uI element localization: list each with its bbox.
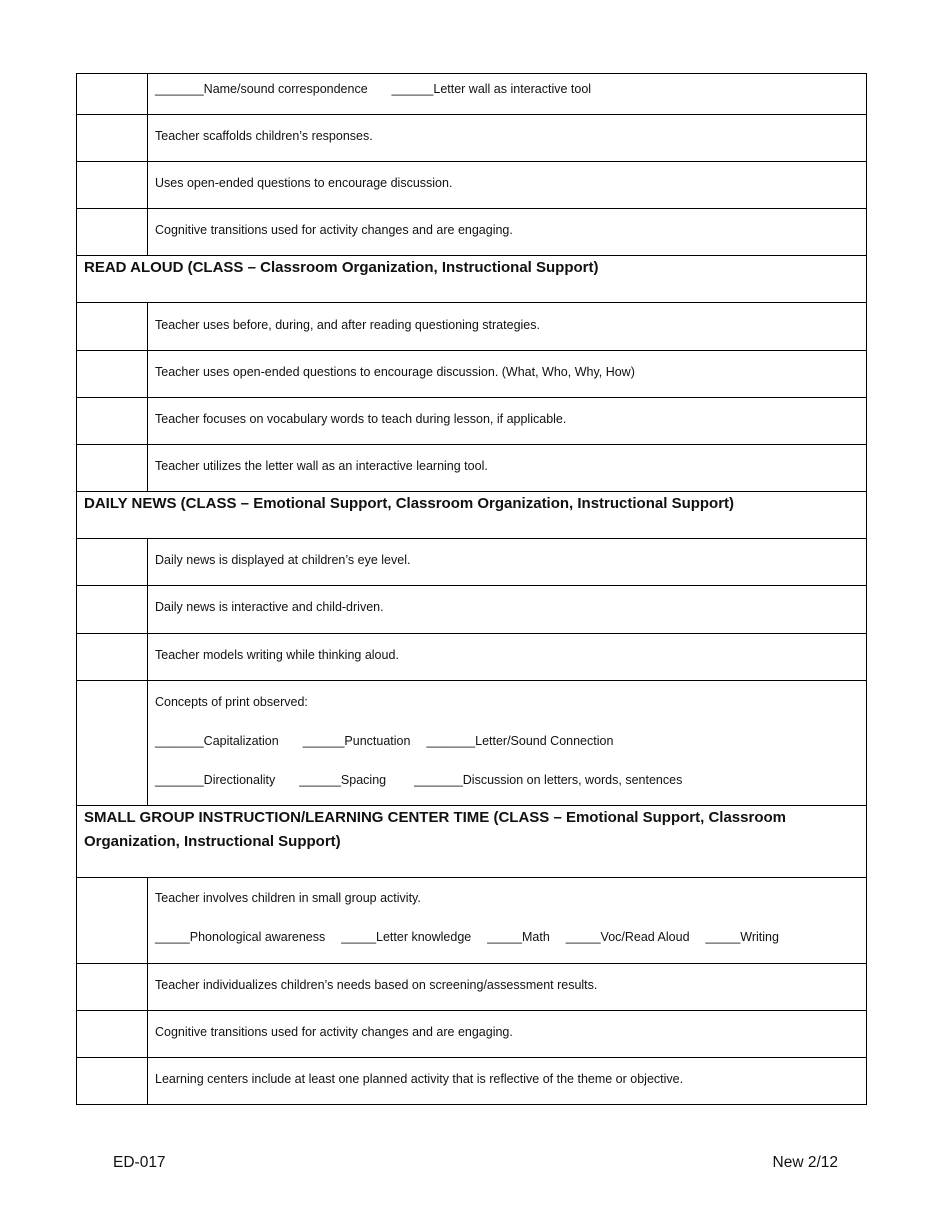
checklist-row xyxy=(77,1058,867,1105)
check-cell[interactable] xyxy=(77,878,148,964)
check-cell[interactable] xyxy=(77,539,148,586)
form-id: ED-017 xyxy=(113,1154,166,1171)
item-text: Teacher models writing while thinking aloud. xyxy=(148,634,867,681)
item-text: Cognitive transitions used for activity changes and are engaging. xyxy=(148,1011,867,1058)
item-text: Daily news is displayed at children’s eye level. xyxy=(148,539,867,586)
checklist-row xyxy=(77,115,867,162)
revision-date: New 2/12 xyxy=(772,1154,838,1171)
option-blank: _____Phonological awareness xyxy=(155,930,326,944)
check-cell[interactable] xyxy=(77,1011,148,1058)
checklist-row xyxy=(77,634,867,681)
check-cell[interactable] xyxy=(77,445,148,492)
item-cell xyxy=(148,681,867,806)
item-text: Teacher focuses on vocabulary words to teach during lesson, if applicable. xyxy=(148,398,867,445)
check-cell[interactable] xyxy=(77,303,148,351)
item-text: Teacher utilizes the letter wall as an interactive learning tool. xyxy=(148,445,867,492)
option-blank: _____Letter knowledge xyxy=(341,930,472,944)
check-cell[interactable] xyxy=(77,634,148,681)
option-blank: ______Letter wall as interactive tool xyxy=(391,82,592,96)
checklist-row xyxy=(77,878,867,964)
section-heading-read-aloud: READ ALOUD (CLASS – Classroom Organization, Instructional Support) xyxy=(77,256,867,303)
item-text: Teacher scaffolds children’s responses. xyxy=(148,115,867,162)
checklist-row xyxy=(77,162,867,209)
checklist-row xyxy=(77,303,867,351)
option-blank: _____Math xyxy=(487,930,550,944)
section-header-row xyxy=(77,806,867,878)
option-blank: ______Spacing xyxy=(299,773,387,787)
check-cell[interactable] xyxy=(77,1058,148,1105)
check-cell[interactable] xyxy=(77,162,148,209)
check-cell[interactable] xyxy=(77,681,148,806)
check-cell[interactable] xyxy=(77,209,148,256)
option-blank: _______Letter/Sound Connection xyxy=(426,734,614,748)
section-heading-small-group: SMALL GROUP INSTRUCTION/LEARNING CENTER TIME (CLASS – Emotional Support, Classroom Organization, Instructional Support) xyxy=(77,806,867,878)
item-cell xyxy=(148,74,867,115)
option-blank: _______Directionality xyxy=(155,773,276,787)
item-text: Concepts of print observed: xyxy=(155,695,308,709)
checklist-row xyxy=(77,209,867,256)
check-cell[interactable] xyxy=(77,351,148,398)
item-text: Cognitive transitions used for activity changes and are engaging. xyxy=(148,209,867,256)
item-text: Uses open-ended questions to encourage discussion. xyxy=(148,162,867,209)
check-cell[interactable] xyxy=(77,74,148,115)
option-blank: ______Punctuation xyxy=(302,734,411,748)
item-text: Daily news is interactive and child-driven. xyxy=(148,586,867,634)
check-cell[interactable] xyxy=(77,964,148,1011)
option-blank: _______Capitalization xyxy=(155,734,279,748)
item-text: Teacher uses before, during, and after reading questioning strategies. xyxy=(148,303,867,351)
option-line xyxy=(155,773,859,788)
item-text: Teacher involves children in small group activity. xyxy=(155,891,421,905)
checklist-row xyxy=(77,1011,867,1058)
option-blank: _______Name/sound correspondence xyxy=(155,82,368,96)
checklist-row xyxy=(77,539,867,586)
item-text: Learning centers include at least one planned activity that is reflective of the theme or objective. xyxy=(148,1058,867,1105)
section-header-row xyxy=(77,256,867,303)
checklist-row xyxy=(77,351,867,398)
item-text: Teacher uses open-ended questions to encourage discussion. (What, Who, Why, How) xyxy=(148,351,867,398)
checklist-row xyxy=(77,586,867,634)
observation-checklist-table xyxy=(76,73,867,1105)
checklist-row xyxy=(77,398,867,445)
checklist-row xyxy=(77,964,867,1011)
option-line xyxy=(155,734,859,749)
checklist-row xyxy=(77,74,867,115)
section-header-row xyxy=(77,492,867,539)
check-cell[interactable] xyxy=(77,398,148,445)
check-cell[interactable] xyxy=(77,586,148,634)
option-blank: _____Writing xyxy=(705,930,779,944)
checklist-row xyxy=(77,681,867,806)
option-blank: _____Voc/Read Aloud xyxy=(565,930,690,944)
item-text: Teacher individualizes children’s needs based on screening/assessment results. xyxy=(148,964,867,1011)
check-cell[interactable] xyxy=(77,115,148,162)
option-line xyxy=(155,930,859,945)
option-blank: _______Discussion on letters, words, sentences xyxy=(414,773,683,787)
checklist-row xyxy=(77,445,867,492)
section-heading-daily-news: DAILY NEWS (CLASS – Emotional Support, Classroom Organization, Instructional Support) xyxy=(77,492,867,539)
item-cell xyxy=(148,878,867,964)
